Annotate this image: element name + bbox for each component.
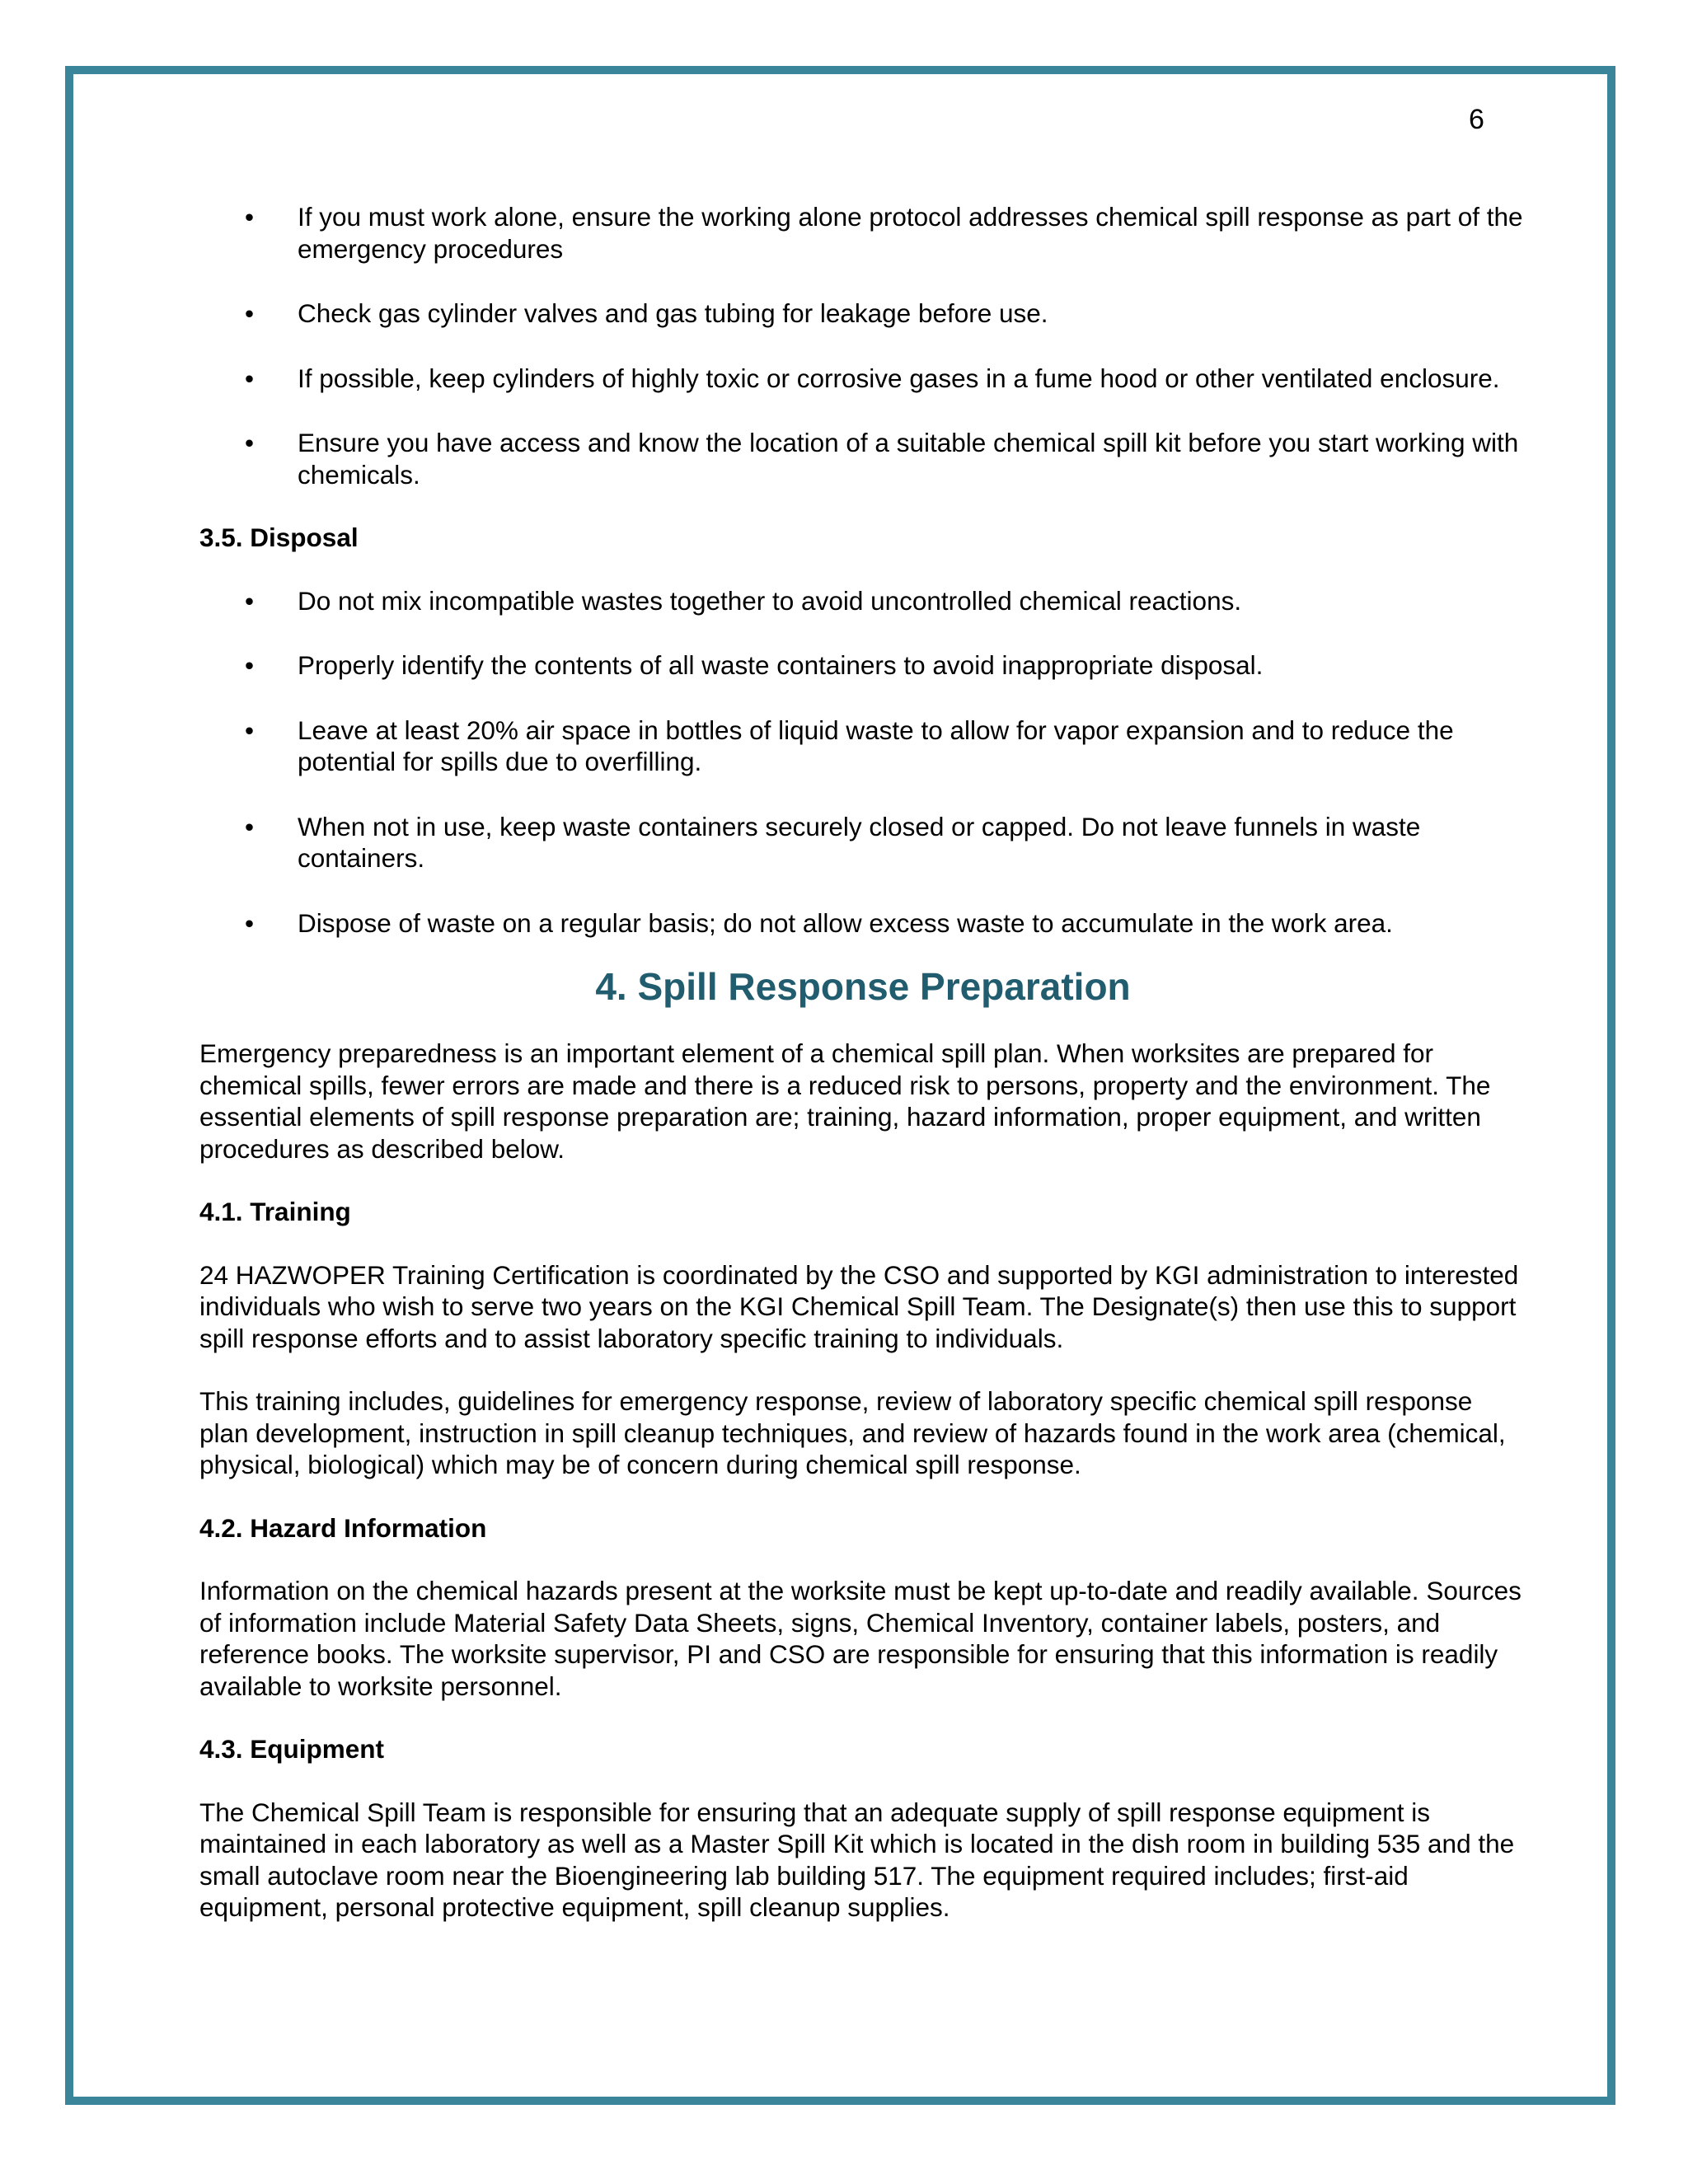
list-item-text: If you must work alone, ensure the working alone protocol addresses chemical spill response as part of the emergency procedures xyxy=(298,202,1523,264)
disposal-bullet-list xyxy=(199,585,1526,940)
list-item xyxy=(199,363,1526,395)
bullet-icon: • xyxy=(245,298,255,328)
list-item-text: Ensure you have access and know the location of a suitable chemical spill kit before you start working with chemicals. xyxy=(298,428,1519,490)
list-item xyxy=(199,649,1526,682)
intro-bullet-list xyxy=(199,201,1526,490)
list-item-text: Do not mix incompatible wastes together to avoid uncontrolled chemical reactions. xyxy=(298,585,1242,616)
bullet-icon: • xyxy=(245,585,255,616)
hazard-heading: 4.2. Hazard Information xyxy=(199,1512,487,1543)
equipment-heading: 4.3. Equipment xyxy=(199,1734,385,1764)
bullet-icon: • xyxy=(245,907,255,938)
equipment-paragraph: The Chemical Spill Team is responsible for ensuring that an adequate supply of spill response equipment is maintained in each laboratory as well as a Master Spill Kit which is located in the dish room in building 535 and the small autoclave room near the Bioengineering lab building 517. The equipment required includes; first-aid equipment, personal protective equipment, spill cleanup supplies. xyxy=(199,1797,1515,1922)
page-number: 6 xyxy=(1469,104,1484,135)
training-paragraph: 24 HAZWOPER Training Certification is coordinated by the CSO and supported by KGI administration to interested individuals who wish to serve two years on the KGI Chemical Spill Team. The Designate(s) then use this to support spill response efforts and to assist laboratory specific training to individuals. xyxy=(199,1259,1519,1353)
bullet-icon: • xyxy=(245,363,255,393)
bullet-icon: • xyxy=(245,428,255,457)
list-item xyxy=(199,298,1526,330)
list-item xyxy=(199,427,1526,490)
list-item xyxy=(199,585,1526,617)
list-item-text: When not in use, keep waste containers securely closed or capped. Do not leave funnels in waste containers. xyxy=(298,811,1421,873)
section-title: 4. Spill Response Preparation xyxy=(595,965,1131,1008)
list-item xyxy=(199,715,1526,778)
document-body xyxy=(199,201,1526,1955)
training-paragraph: This training includes, guidelines for emergency response, review of laboratory specific chemical spill response plan development, instruction in spill cleanup techniques, and review of hazards found in the work area (chemical, physical, biological) which may be of concern during chemical spill response. xyxy=(199,1386,1506,1479)
list-item-text: Leave at least 20% air space in bottles of liquid waste to allow for vapor expansion and to reduce the potential for spills due to overfilling. xyxy=(298,715,1454,776)
bullet-icon: • xyxy=(245,811,255,841)
bullet-icon: • xyxy=(245,715,255,745)
list-item-text: Properly identify the contents of all waste containers to avoid inappropriate disposal. xyxy=(298,650,1264,680)
bullet-icon: • xyxy=(245,202,255,232)
training-heading: 4.1. Training xyxy=(199,1197,351,1226)
list-item-text: Check gas cylinder valves and gas tubing for leakage before use. xyxy=(298,298,1048,328)
list-item xyxy=(199,811,1526,874)
list-item-text: Dispose of waste on a regular basis; do not allow excess waste to accumulate in the work area. xyxy=(298,907,1393,938)
bullet-icon: • xyxy=(245,650,255,680)
list-item xyxy=(199,201,1526,265)
list-item-text: If possible, keep cylinders of highly toxic or corrosive gases in a fume hood or other ventilated enclosure. xyxy=(298,363,1500,393)
section-intro-paragraph: Emergency preparedness is an important element of a chemical spill plan. When worksites are prepared for chemical spills, fewer errors are made and there is a reduced risk to persons, property and the environment. The essential elements of spill response preparation are; training, hazard information, proper equipment, and written procedures as described below. xyxy=(199,1038,1491,1164)
hazard-paragraph: Information on the chemical hazards present at the worksite must be kept up-to-date and readily available. Sources of information include Material Safety Data Sheets, signs, Chemical Inventory, container labels, posters, and reference books. The worksite supervisor, PI and CSO are responsible for ensuring that this information is readily available to worksite personnel. xyxy=(199,1576,1522,1701)
disposal-heading: 3.5. Disposal xyxy=(199,523,359,552)
list-item xyxy=(199,907,1526,940)
